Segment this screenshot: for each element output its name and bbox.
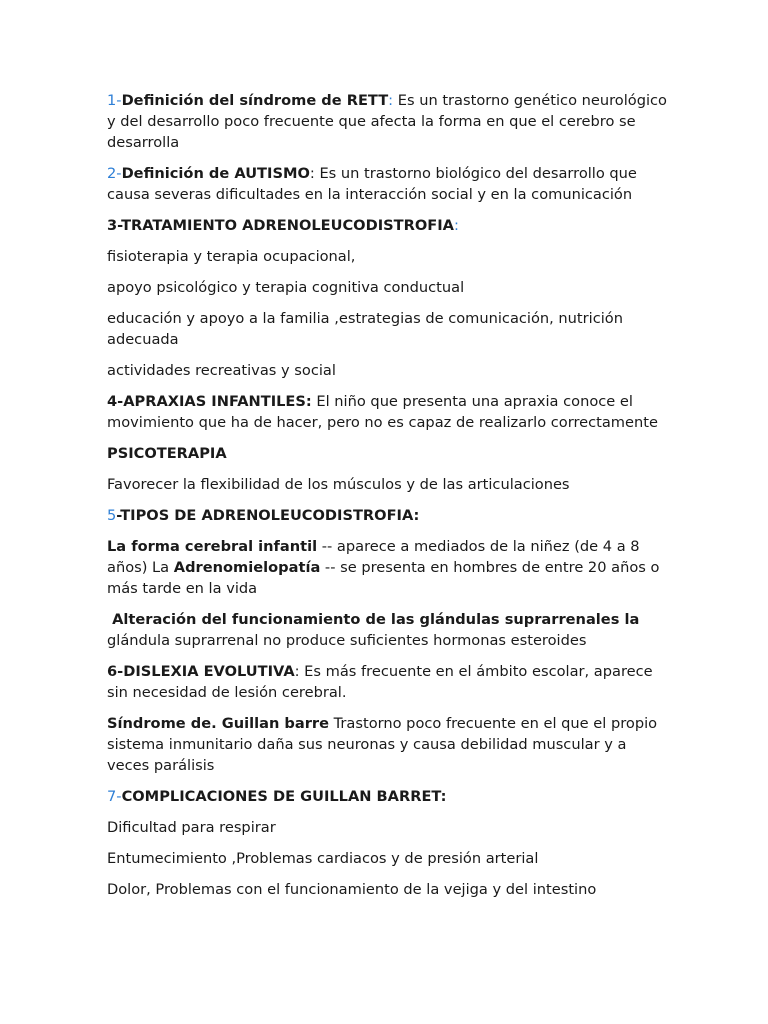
definition-text: Es un trastorno genético neurológico y del desarrollo poco frecuente que afecta la forma en que el cerebro se desarrolla: [107, 92, 667, 151]
paragraph-types: [107, 536, 667, 599]
alteracion-text: glándula suprarrenal no produce suficientes hormonas esteroides: [107, 611, 644, 649]
complication-item: Entumecimiento ,Problemas cardiacos y de presión arterial: [107, 850, 539, 867]
paragraph-complicaciones: [107, 786, 667, 807]
type-adrenomielopatia: Adrenomielopatía: [173, 559, 321, 576]
complication-item: Dificultad para respirar: [107, 819, 276, 836]
heading-apraxias: 4-APRAXIAS INFANTILES:: [107, 393, 312, 410]
heading-autismo: Definición de AUTISMO: [121, 165, 310, 182]
type-text: -- se presenta en hombres de entre 20 años o más tarde en la vida: [107, 559, 660, 597]
treatment-item: actividades recreativas y social: [107, 362, 336, 379]
item-number: 5: [107, 507, 117, 524]
paragraph-tipos: [107, 505, 667, 526]
heading-dislexia: 6-DISLEXIA EVOLUTIVA: [107, 663, 295, 680]
definition-text: : Es un trastorno biológico del desarrollo que causa severas dificultades en la interacción social y en la comunicación: [107, 165, 637, 203]
heading-tipos: -TIPOS DE ADRENOLEUCODISTROFIA:: [116, 507, 420, 524]
paragraph-alteracion: [107, 609, 667, 651]
paragraph-tratamiento: [107, 215, 667, 236]
complication-item: Dolor, Problemas con el funcionamiento de la vejiga y del intestino: [107, 881, 597, 898]
item-number: 7-: [107, 788, 122, 805]
heading-rett: Definición del síndrome de RETT: [121, 92, 389, 109]
psicoterapia-title: PSICOTERAPIA: [107, 445, 227, 462]
type-cerebral-infantil: La forma cerebral infantil: [107, 538, 318, 555]
colon: :: [453, 217, 459, 234]
paragraph-dislexia: [107, 661, 667, 703]
definition-text: : Es más frecuente en el ámbito escolar, aparece sin necesidad de lesión cerebral.: [107, 663, 653, 701]
paragraph-guillan: [107, 713, 667, 776]
paragraph-autismo: [107, 163, 667, 205]
item-number: 1-: [107, 92, 122, 109]
colon: :: [388, 92, 394, 109]
heading-psicoterapia: [107, 443, 667, 464]
heading-complicaciones: COMPLICACIONES DE GUILLAN BARRET:: [121, 788, 447, 805]
type-text: -- aparece a mediados de la niñez (de 4 a 8 años) La: [107, 538, 640, 576]
treatment-item: apoyo psicológico y terapia cognitiva conductual: [107, 279, 465, 296]
treatment-item: educación y apoyo a la familia ,estrategias de comunicación, nutrición adecuada: [107, 310, 623, 348]
paragraph-apraxias: [107, 391, 667, 433]
definition-text: Trastorno poco frecuente en el que el propio sistema inmunitario daña sus neuronas y causa debilidad muscular y a veces parálisis: [107, 715, 658, 774]
psicoterapia-text: Favorecer la flexibilidad de los músculos y de las articulaciones: [107, 476, 570, 493]
heading-tratamiento: 3-TRATAMIENTO ADRENOLEUCODISTROFIA: [107, 217, 454, 234]
item-number: 2-: [107, 165, 122, 182]
definition-text: El niño que presenta una apraxia conoce el movimiento que ha de hacer, pero no es capaz de realizarlo correctamente: [107, 393, 658, 431]
document-page: [107, 90, 667, 910]
alteracion-title: Alteración del funcionamiento de las glándulas suprarrenales la: [107, 611, 640, 628]
paragraph-rett: [107, 90, 667, 153]
treatment-item: fisioterapia y terapia ocupacional,: [107, 248, 356, 265]
heading-guillan: Síndrome de. Guillan barre: [107, 715, 330, 732]
